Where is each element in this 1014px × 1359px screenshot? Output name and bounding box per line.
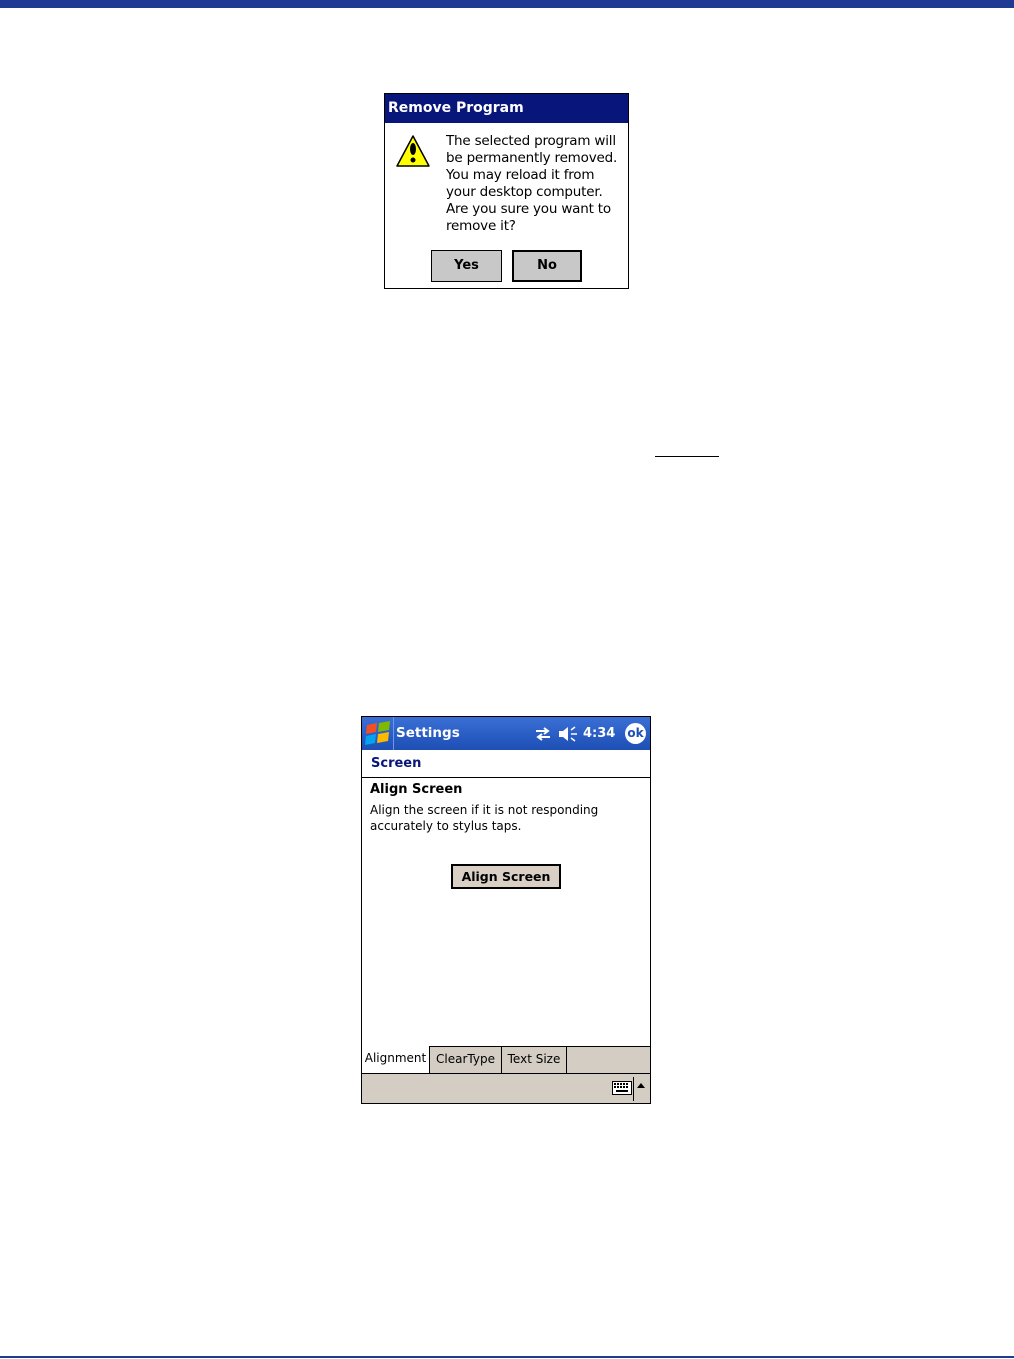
settings-screen bbox=[361, 716, 651, 1104]
dialog-title: Remove Program bbox=[385, 94, 628, 123]
ok-icon[interactable]: ok bbox=[625, 723, 646, 744]
content-heading: Align Screen bbox=[370, 782, 463, 797]
description-line: accurately to stylus taps. bbox=[370, 819, 522, 833]
up-arrow-icon[interactable] bbox=[637, 1083, 645, 1088]
content-description bbox=[370, 802, 640, 834]
dialog-message-line: The selected program will bbox=[446, 133, 616, 149]
keyboard-icon[interactable] bbox=[612, 1081, 632, 1095]
dialog-message-line: You may reload it from bbox=[446, 167, 595, 183]
top-rule bbox=[0, 0, 1014, 8]
dialog-message-line: your desktop computer. bbox=[446, 184, 603, 200]
tab-text-size[interactable]: Text Size bbox=[502, 1047, 567, 1073]
bottom-rule bbox=[0, 1356, 1014, 1358]
description-line: Align the screen if it is not responding bbox=[370, 803, 599, 817]
windows-start-icon[interactable] bbox=[362, 717, 394, 750]
dialog-message-line: remove it? bbox=[446, 218, 516, 234]
title-bar bbox=[362, 717, 650, 750]
section-header bbox=[362, 750, 650, 778]
dialog-message-line: Are you sure you want to bbox=[446, 201, 611, 217]
command-bar-separator bbox=[633, 1077, 634, 1101]
yes-button[interactable]: Yes bbox=[431, 250, 502, 282]
section-title: Screen bbox=[371, 756, 422, 771]
remove-program-dialog bbox=[384, 93, 629, 289]
tab-bar bbox=[362, 1046, 650, 1073]
command-bar bbox=[362, 1073, 650, 1103]
dialog-message-line: be permanently removed. bbox=[446, 150, 618, 166]
tab-alignment[interactable]: Alignment bbox=[362, 1046, 430, 1074]
dialog-message bbox=[446, 133, 626, 235]
connectivity-icon[interactable] bbox=[534, 726, 552, 742]
warning-icon bbox=[395, 134, 431, 168]
windows-flag-graphic bbox=[362, 717, 394, 750]
align-screen-button[interactable]: Align Screen bbox=[451, 864, 561, 889]
tab-cleartype[interactable]: ClearType bbox=[430, 1047, 502, 1073]
app-title: Settings bbox=[396, 725, 460, 741]
clock-time[interactable]: 4:34 bbox=[583, 726, 616, 741]
no-button[interactable]: No bbox=[512, 250, 582, 282]
speaker-icon[interactable] bbox=[558, 726, 578, 742]
underline-mark bbox=[655, 456, 719, 457]
